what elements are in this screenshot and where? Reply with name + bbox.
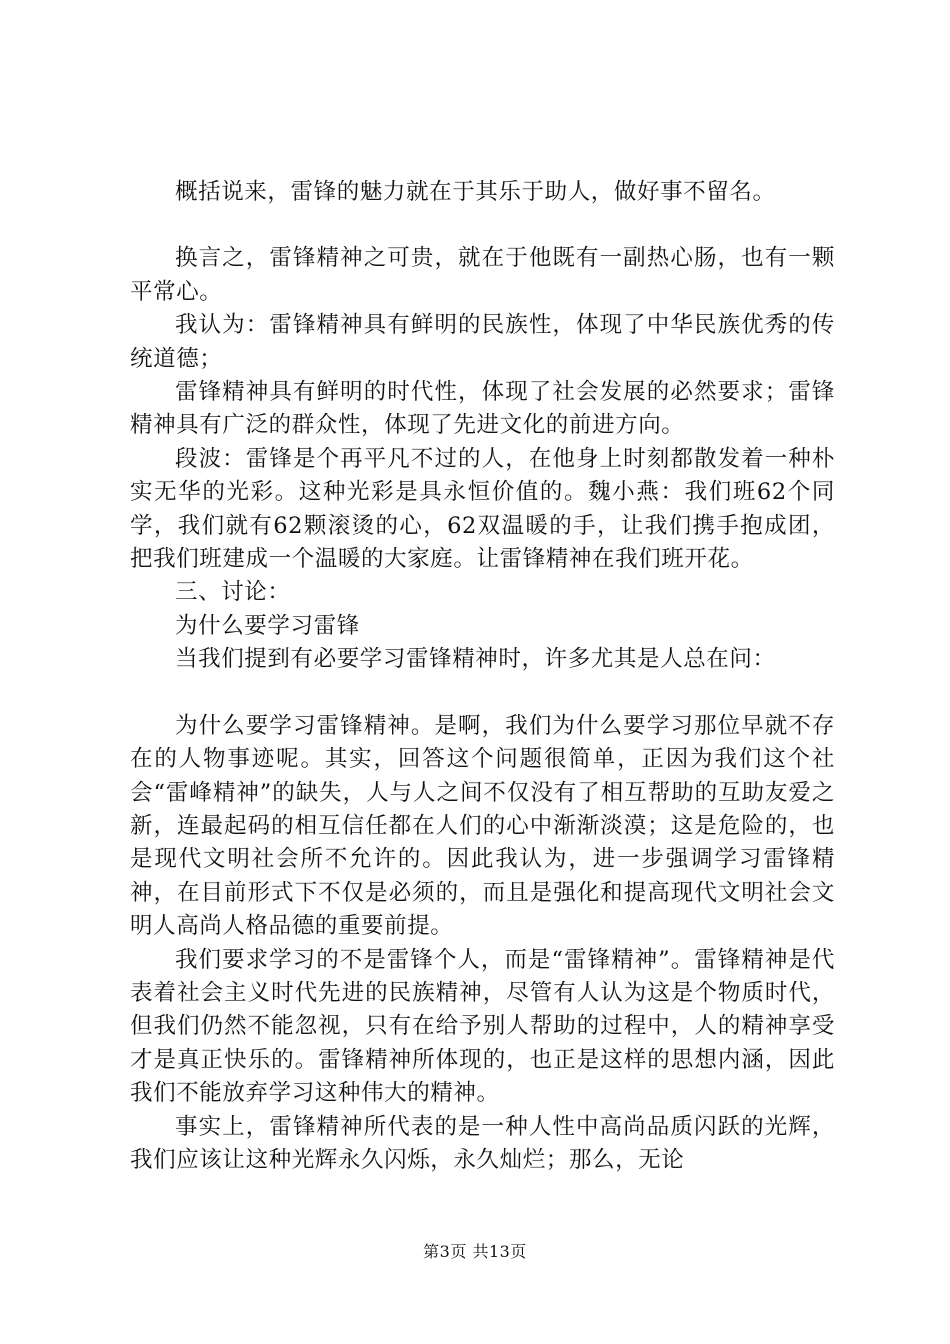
paragraph: 段波：雷锋是个再平凡不过的人，在他身上时刻都散发着一种朴实无华的光彩。这种光彩是具永恒价值的。魏小燕：我们班62个同学，我们就有62颗滚烫的心，62双温暖的手，让我们携手抱成团，把我们班建成一个温暖的大家庭。让雷锋精神在我们班开花。: [130, 445, 835, 573]
paragraph: 我认为：雷锋精神具有鲜明的民族性，体现了中华民族优秀的传统道德；: [130, 312, 835, 372]
page-footer: [0, 1242, 950, 1262]
paragraph: 换言之，雷锋精神之可贵，就在于他既有一副热心肠，也有一颗平常心。: [130, 245, 835, 305]
section-heading: 三、讨论：: [175, 579, 291, 606]
paragraph: 我们要求学习的不是雷锋个人，而是“雷锋精神”。雷锋精神是代表着社会主义时代先进的民族精神，尽管有人认为这是个物质时代，但我们仍然不能忽视，只有在给予别人帮助的过程中，人的精神享受才是真正快乐的。雷锋精神所体现的，也正是这样的思想内涵，因此我们不能放弃学习这种伟大的精神。: [130, 946, 835, 1107]
paragraph: 为什么要学习雷锋精神。是啊，我们为什么要学习那位早就不存在的人物事迹呢。其实，回答这个问题很简单，正因为我们这个社会“雷峰精神”的缺失，人与人之间不仅没有了相互帮助的互助友爱之新，连最起码的相互信任都在人们的心中渐渐淡漠；这是危险的，也是现代文明社会所不允许的。因此我认为，进一步强调学习雷锋精神，在目前形式下不仅是必须的，而且是强化和提高现代文明社会文明人高尚人格品德的重要前提。: [130, 712, 835, 940]
paragraph: 概括说来，雷锋的魅力就在于其乐于助人，做好事不留名。: [175, 179, 776, 205]
paragraph: 事实上，雷锋精神所代表的是一种人性中高尚品质闪跃的光辉，我们应该让这种光辉永久闪烁，永久灿烂；那么，无论: [130, 1113, 835, 1173]
document-body: [130, 176, 835, 1177]
page-number: 第3页 共13页: [423, 1242, 527, 1261]
paragraph: 当我们提到有必要学习雷锋精神时，许多尤其是人总在问：: [175, 646, 776, 673]
paragraph: 雷锋精神具有鲜明的时代性，体现了社会发展的必然要求；雷锋精神具有广泛的群众性，体现了先进文化的前进方向。: [130, 379, 835, 439]
subsection-heading: 为什么要学习雷锋: [175, 612, 360, 639]
